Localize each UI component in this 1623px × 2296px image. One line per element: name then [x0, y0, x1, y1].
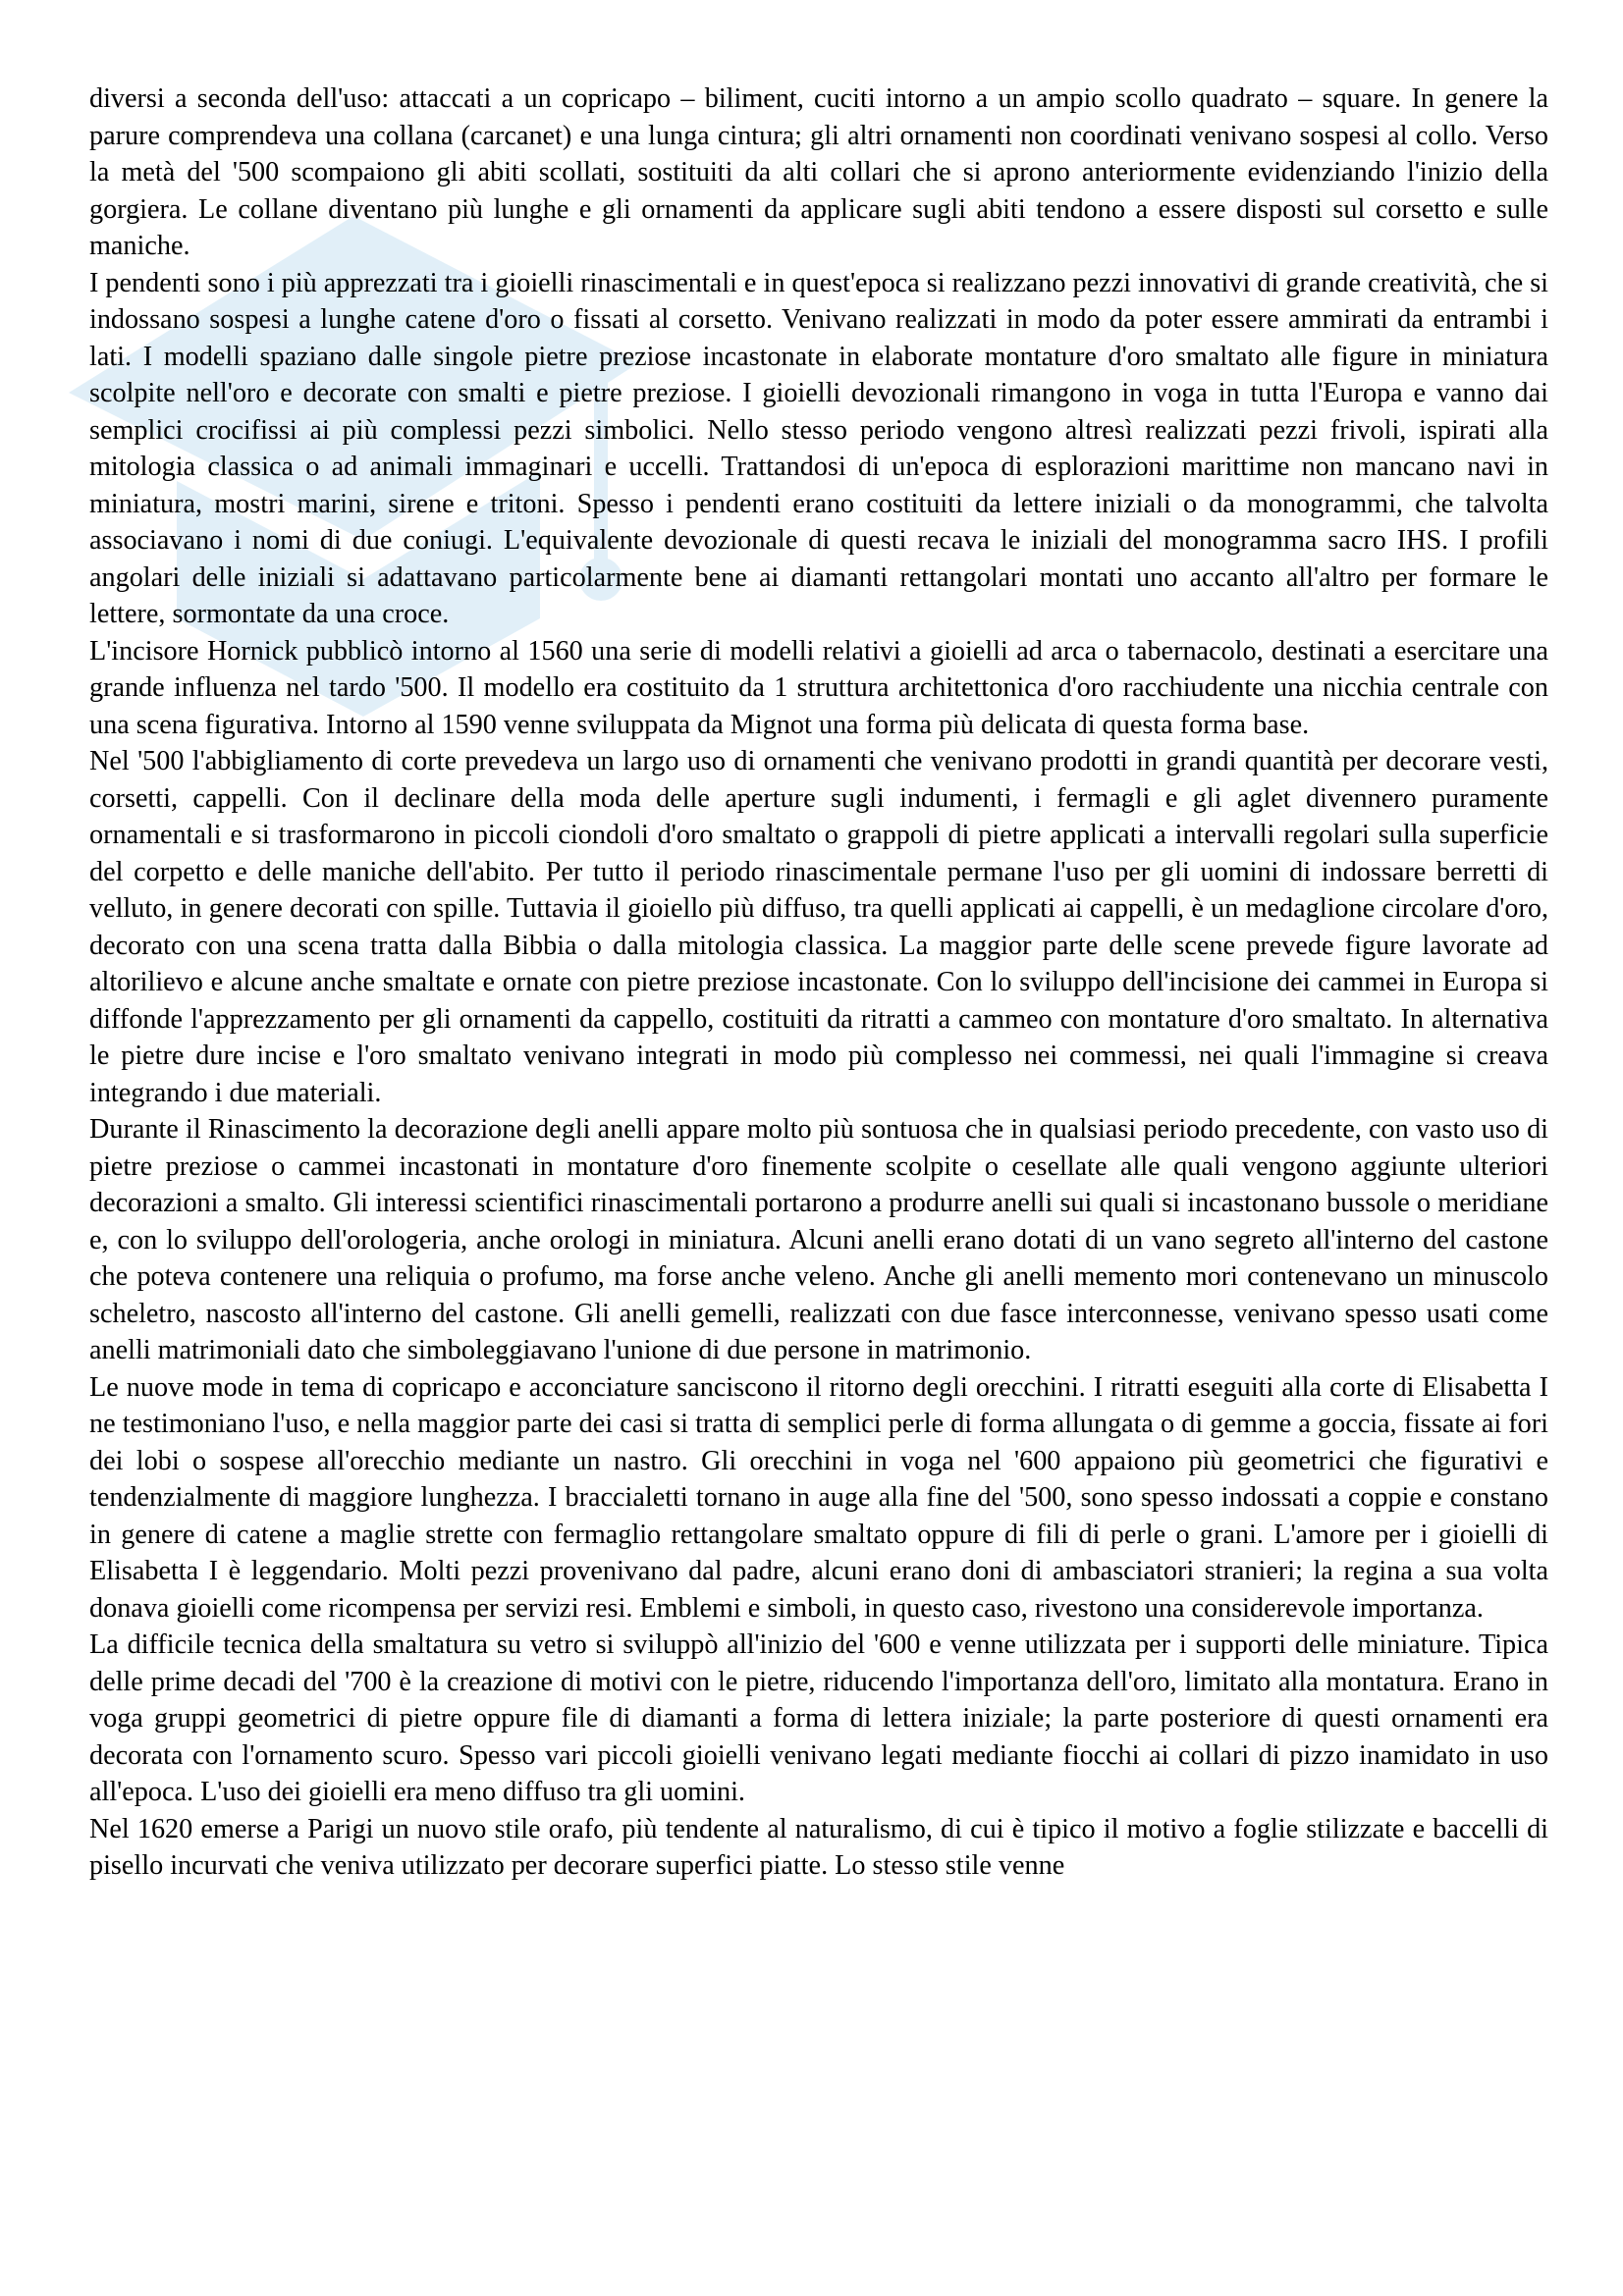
paragraph: Le nuove mode in tema di copricapo e acconciature sanciscono il ritorno degli orecchini. I ritratti eseguiti alla corte di Elisabetta I ne testimoniano l'uso, e nella maggior parte dei casi si tratta di semplici perle di forma allungata o di gemme a goccia, fissate ai fori dei lobi o sospese all'orecchio mediante un nastro. Gli orecchini in voga nel '600 appaiono più geometrici che figurativi e tendenzialmente di maggiore lunghezza. I braccialetti tornano in auge alla fine del '500, sono spesso indossati a coppie e constano in genere di catene a maglie strette con fermaglio rettangolare smaltato oppure di fili di perle o grani. L'amore per i gioielli di Elisabetta I è leggendario. Molti pezzi provenivano dal padre, alcuni erano doni di ambasciatori stranieri; la regina a sua volta donava gioielli come ricompensa per servizi resi. Emblemi e simboli, in questo caso, rivestono una considerevole importanza.	[89, 1371, 1548, 1624]
paragraph: I pendenti sono i più apprezzati tra i gioielli rinascimentali e in quest'epoca si realizzano pezzi innovativi di grande creatività, che si indossano sospesi a lunghe catene d'oro o fissati al corsetto. Venivano realizzati in modo da poter essere ammirati da entrambi i lati. I modelli spaziano dalle singole pietre preziose incastonate in elaborate montature d'oro smaltato alle figure in miniatura scolpite nell'oro e decorate con smalti e pietre preziose. I gioielli devozionali rimangono in voga in tutta l'Europa e vanno dai semplici crocifissi ai più complessi pezzi simbolici. Nello stesso periodo vengono altresì realizzati pezzi frivoli, ispirati alla mitologia classica o ad animali immaginari e uccelli. Trattandosi di un'epoca di esplorazioni marittime non mancano navi in miniatura, mostri marini, sirene e tritoni. Spesso i pendenti erano costituiti da lettere iniziali o da monogrammi, che talvolta associavano i nomi di due coniugi. L'equivalente devozionale di questi recava le iniziali del monogramma sacro IHS. I profili angolari delle iniziali si adattavano particolarmente bene ai diamanti rettangolari montati uno accanto all'altro per formare le lettere, sormontate da una croce.	[89, 267, 1548, 629]
paragraph: Durante il Rinascimento la decorazione degli anelli appare molto più sontuosa che in qualsiasi periodo precedente, con vasto uso di pietre preziose o cammei incastonati in montature d'oro finemente scolpite o cesellate alle quali vengono aggiunte ulteriori decorazioni a smalto. Gli interessi scientifici rinascimentali portarono a produrre anelli sui quali si incastonano bussole o meridiane e, con lo sviluppo dell'orologeria, anche orologi in miniatura. Alcuni anelli erano dotati di un vano segreto all'interno del castone che poteva contenere una reliquia o profumo, ma forse anche veleno. Anche gli anelli memento mori contenevano un minuscolo scheletro, nascosto all'interno del castone. Gli anelli gemelli, realizzati con due fasce interconnesse, venivano spesso usati come anelli matrimoniali dato che simboleggiavano l'unione di due persone in matrimonio.	[89, 1114, 1548, 1365]
paragraph: Nel '500 l'abbigliamento di corte prevedeva un largo uso di ornamenti che venivano prodotti in grandi quantità per decorare vesti, corsetti, cappelli. Con il declinare della moda delle aperture sugli indumenti, i fermagli e gli aglet divennero puramente ornamentali e si trasformarono in piccoli ciondoli d'oro smaltato o grappoli di pietre applicati a intervalli regolari sulla superficie del corpetto e delle maniche dell'abito. Per tutto il periodo rinascimentale permane l'uso per gli uomini di indossare berretti di velluto, in genere decorati con spille. Tuttavia il gioiello più diffuso, tra quelli applicati ai cappelli, è un medaglione circolare d'oro, decorato con una scena tratta dalla Bibbia o dalla mitologia classica. La maggior parte delle scene prevede figure lavorate ad altorilievo e alcune anche smaltate e ornate con pietre preziose incastonate. Con lo sviluppo dell'incisione dei cammei in Europa si diffonde l'apprezzamento per gli ornamenti da cappello, costituiti da ritratti a cammeo con montature d'oro smaltato. In alternativa le pietre dure incise e l'oro smaltato venivano integrati in modo più complesso nei commessi, nei quali l'immagine si creava integrando i due materiali.	[89, 746, 1548, 1108]
paragraph: La difficile tecnica della smaltatura su vetro si sviluppò all'inizio del '600 e venne utilizzata per i supporti delle miniature. Tipica delle prime decadi del '700 è la creazione di motivi con le pietre, riducendo l'importanza dell'oro, limitato alla montatura. Erano in voga gruppi geometrici di pietre oppure file di diamanti a forma di lettera iniziale; la parte posteriore di questi ornamenti era decorata con l'ornamento scuro. Spesso vari piccoli gioielli venivano legati mediante fiocchi ai collari di pizzo inamidato in uso all'epoca. L'uso dei gioielli era meno diffuso tra gli uomini.	[89, 1629, 1548, 1807]
paragraph: diversi a seconda dell'uso: attaccati a un copricapo – biliment, cuciti intorno a un ampio scollo quadrato – square. In genere la parure comprendeva una collana (carcanet) e una lunga cintura; gli altri ornamenti non coordinati venivano sospesi al collo. Verso la metà del '500 scompaiono gli abiti scollati, sostituiti da alti collari che si aprono anteriormente evidenziando l'inizio della gorgiera. Le collane diventano più lunghe e gli ornamenti da applicare sugli abiti tendono a essere disposti sul corsetto e sulle maniche.	[89, 83, 1548, 261]
document-body	[89, 80, 1548, 1885]
paragraph: L'incisore Hornick pubblicò intorno al 1560 una serie di modelli relativi a gioielli ad arca o tabernacolo, destinati a esercitare una grande influenza nel tardo '500. Il modello era costituito da 1 struttura architettonica d'oro racchiudente una nicchia centrale con una scena figurativa. Intorno al 1590 venne sviluppata da Mignot una forma più delicata di questa forma base.	[89, 635, 1548, 740]
paragraph: Nel 1620 emerse a Parigi un nuovo stile orafo, più tendente al naturalismo, di cui è tipico il motivo a foglie stilizzate e baccelli di pisello incurvati che veniva utilizzato per decorare superfici piatte. Lo stesso stile venne	[89, 1813, 1548, 1881]
